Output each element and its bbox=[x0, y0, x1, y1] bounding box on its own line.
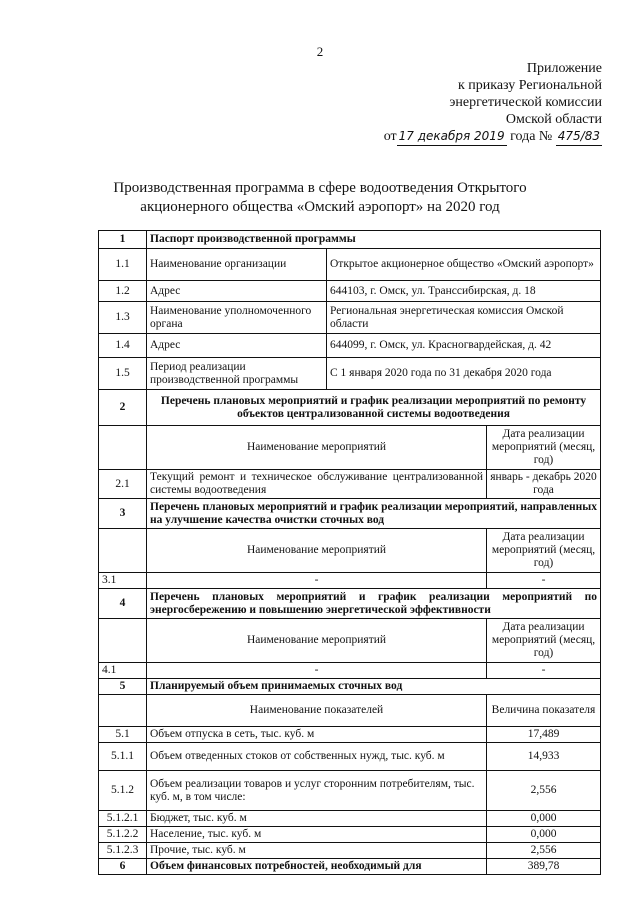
row-value: 2,556 bbox=[487, 771, 601, 811]
row-value: Открытое акционерное общество «Омский аэропорт» bbox=[327, 249, 601, 281]
table-row bbox=[99, 727, 601, 743]
row-label: Прочие, тыс. куб. м bbox=[147, 843, 487, 859]
column-header-row bbox=[99, 695, 601, 727]
row-value: январь - декабрь 2020 года bbox=[487, 470, 601, 499]
section-5-header-row bbox=[99, 679, 601, 695]
title-line-1: Производственная программа в сфере водоотведения Открытого bbox=[113, 180, 527, 196]
appendix-line-4: Омской области bbox=[505, 112, 602, 127]
section-number: 5 bbox=[99, 679, 147, 695]
title-line-2: акционерного общества «Омский аэропорт» на 2020 год bbox=[140, 199, 500, 215]
row-label: Население, тыс. куб. м bbox=[147, 827, 487, 843]
appendix-line-3: энергетической комиссии bbox=[449, 95, 602, 110]
table-row bbox=[99, 771, 601, 811]
section-4-header-row bbox=[99, 589, 601, 619]
row-label: Объем отпуска в сеть, тыс. куб. м bbox=[147, 727, 487, 743]
table-row bbox=[99, 281, 601, 302]
row-label: Адрес bbox=[147, 334, 327, 358]
row-number: 5.1.2.1 bbox=[99, 811, 147, 827]
row-value: 2,556 bbox=[487, 843, 601, 859]
column-header-row bbox=[99, 426, 601, 470]
row-value: 17,489 bbox=[487, 727, 601, 743]
row-number: 1.5 bbox=[99, 358, 147, 390]
row-value: 644103, г. Омск, ул. Транссибирская, д. 18 bbox=[327, 281, 601, 302]
row-value: Региональная энергетическая комиссия Омской области bbox=[327, 302, 601, 334]
table-row bbox=[99, 302, 601, 334]
page-number: 2 bbox=[316, 44, 324, 59]
section-number: 6 bbox=[99, 859, 147, 875]
document-title bbox=[80, 179, 560, 217]
row-label: - bbox=[147, 663, 487, 679]
row-label: Объем отведенных стоков от собственных нужд, тыс. куб. м bbox=[147, 743, 487, 771]
row-label: Текущий ремонт и техническое обслуживание централизованной системы водоотведения bbox=[147, 470, 487, 499]
row-number: 1.2 bbox=[99, 281, 147, 302]
appendix-block bbox=[384, 60, 602, 146]
appendix-line-2: к приказу Региональной bbox=[457, 78, 602, 93]
row-label: Бюджет, тыс. куб. м bbox=[147, 811, 487, 827]
table-row bbox=[99, 358, 601, 390]
handwritten-number: 475/83 bbox=[556, 128, 602, 146]
empty-cell bbox=[99, 619, 147, 663]
column-header-name: Наименование мероприятий bbox=[147, 619, 487, 663]
section-number: 3 bbox=[99, 499, 147, 529]
handwritten-date: 17 декабря 2019 bbox=[397, 128, 507, 146]
table-row bbox=[99, 827, 601, 843]
row-value: - bbox=[487, 573, 601, 589]
section-header: Перечень плановых мероприятий и график реализации мероприятий, направленных на улучшение качества очистки сточных вод bbox=[147, 499, 601, 529]
row-value: 389,78 bbox=[487, 859, 601, 875]
program-table bbox=[98, 230, 601, 875]
column-header-name: Наименование мероприятий bbox=[147, 426, 487, 470]
section-2-header-row bbox=[99, 390, 601, 426]
row-value: 14,933 bbox=[487, 743, 601, 771]
row-number: 5.1.1 bbox=[99, 743, 147, 771]
table-row bbox=[99, 573, 601, 589]
column-header-name: Наименование мероприятий bbox=[147, 529, 487, 573]
row-number: 5.1.2 bbox=[99, 771, 147, 811]
column-header-date: Дата реализации мероприятий (месяц, год) bbox=[487, 426, 601, 470]
row-number: 5.1 bbox=[99, 727, 147, 743]
column-header-date: Дата реализации мероприятий (месяц, год) bbox=[487, 529, 601, 573]
table-row bbox=[99, 334, 601, 358]
row-number: 5.1.2.2 bbox=[99, 827, 147, 843]
row-value: - bbox=[487, 663, 601, 679]
table-row bbox=[99, 811, 601, 827]
row-number: 3.1 bbox=[99, 573, 147, 589]
row-number: 2.1 bbox=[99, 470, 147, 499]
appendix-line-1: Приложение bbox=[526, 61, 602, 76]
appendix-year-word: года № bbox=[510, 129, 553, 144]
row-value: 0,000 bbox=[487, 811, 601, 827]
column-header-value: Величина показателя bbox=[487, 695, 601, 727]
table-row bbox=[99, 743, 601, 771]
row-label: Наименование уполномоченного органа bbox=[147, 302, 327, 334]
row-number: 4.1 bbox=[99, 663, 147, 679]
empty-cell bbox=[99, 529, 147, 573]
section-number: 1 bbox=[99, 231, 147, 249]
row-label: Адрес bbox=[147, 281, 327, 302]
row-label: Объем реализации товаров и услуг сторонним потребителям, тыс. куб. м, в том числе: bbox=[147, 771, 487, 811]
column-header-row bbox=[99, 619, 601, 663]
section-1-header-row bbox=[99, 231, 601, 249]
empty-cell bbox=[99, 426, 147, 470]
row-value: 0,000 bbox=[487, 827, 601, 843]
column-header-name: Наименование показателей bbox=[147, 695, 487, 727]
row-number: 5.1.2.3 bbox=[99, 843, 147, 859]
table-row bbox=[99, 843, 601, 859]
section-number: 4 bbox=[99, 589, 147, 619]
row-label: Наименование организации bbox=[147, 249, 327, 281]
section-6-header-row bbox=[99, 859, 601, 875]
row-value: С 1 января 2020 года по 31 декабря 2020 года bbox=[327, 358, 601, 390]
section-3-header-row bbox=[99, 499, 601, 529]
column-header-date: Дата реализации мероприятий (месяц, год) bbox=[487, 619, 601, 663]
section-header: Объем финансовых потребностей, необходимый для bbox=[147, 859, 487, 875]
section-header: Перечень плановых мероприятий и график реализации мероприятий по ремонту объектов централизованной системы водоотведения bbox=[147, 390, 601, 426]
column-header-row bbox=[99, 529, 601, 573]
appendix-date-line bbox=[384, 128, 602, 146]
section-header: Перечень плановых мероприятий и график реализации мероприятий по энергосбережению и повышению энергетической эффективности bbox=[147, 589, 601, 619]
table-row bbox=[99, 663, 601, 679]
empty-cell bbox=[99, 695, 147, 727]
row-label: Период реализации производственной программы bbox=[147, 358, 327, 390]
row-label: - bbox=[147, 573, 487, 589]
row-number: 1.4 bbox=[99, 334, 147, 358]
row-value: 644099, г. Омск, ул. Красногвардейская, д. 42 bbox=[327, 334, 601, 358]
table-row bbox=[99, 470, 601, 499]
section-number: 2 bbox=[99, 390, 147, 426]
section-header: Планируемый объем принимаемых сточных вод bbox=[147, 679, 601, 695]
row-number: 1.1 bbox=[99, 249, 147, 281]
section-header: Паспорт производственной программы bbox=[147, 231, 601, 249]
row-number: 1.3 bbox=[99, 302, 147, 334]
table-row bbox=[99, 249, 601, 281]
appendix-from-prefix: от bbox=[383, 129, 397, 144]
